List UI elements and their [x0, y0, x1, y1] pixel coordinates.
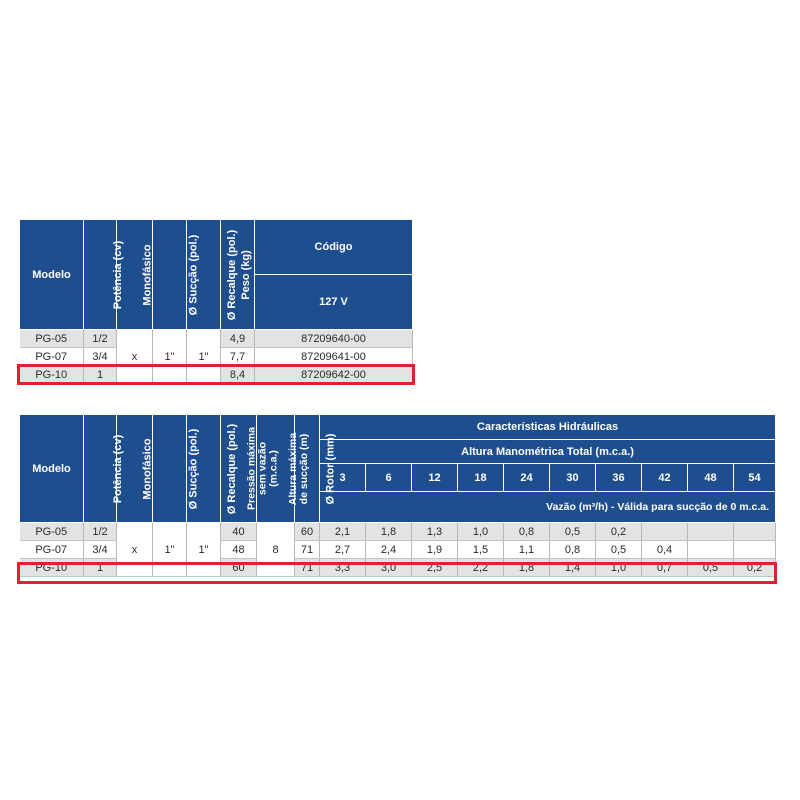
header-potencia: Potência (cv) — [84, 415, 117, 523]
cell-flow: 0,5 — [688, 559, 734, 577]
cell-flow: 0,5 — [550, 523, 596, 541]
cell-modelo: PG-05 — [20, 330, 84, 348]
cell-peso: 7,7 — [221, 348, 255, 366]
cell-flow: 2,5 — [412, 559, 458, 577]
cell-potencia: 3/4 — [84, 348, 117, 366]
cell-potencia: 1 — [84, 559, 117, 577]
header-monofasico: Monofásico — [117, 415, 153, 523]
cell-pressao: 60 — [221, 559, 257, 577]
cell-flow: 2,4 — [366, 541, 412, 559]
cell-flow — [642, 523, 688, 541]
cell-succao: 1" — [153, 523, 187, 577]
cell-flow: 3,3 — [320, 559, 366, 577]
cell-flow: 0,4 — [642, 541, 688, 559]
cell-codigo: 87209640-00 — [255, 330, 413, 348]
header-codigo: Código — [255, 220, 413, 275]
header-potencia: Potência (cv) — [84, 220, 117, 330]
cell-flow: 3,0 — [366, 559, 412, 577]
header-caracteristicas: Características Hidráulicas — [320, 415, 776, 440]
header-height-24: 24 — [504, 464, 550, 492]
cell-rotor: 60 — [295, 523, 320, 541]
cell-flow: 2,2 — [458, 559, 504, 577]
cell-flow: 0,5 — [596, 541, 642, 559]
header-monofasico: Monofásico — [117, 220, 153, 330]
cell-flow: 0,7 — [642, 559, 688, 577]
table-row — [20, 330, 413, 348]
cell-flow: 1,3 — [412, 523, 458, 541]
cell-recalque: 1" — [187, 330, 221, 384]
header-height-3: 3 — [320, 464, 366, 492]
cell-recalque: 1" — [187, 523, 221, 577]
header-altura-total: Altura Manométrica Total (m.c.a.) — [320, 440, 776, 464]
header-height-36: 36 — [596, 464, 642, 492]
header-height-54: 54 — [734, 464, 776, 492]
cell-codigo: 87209642-00 — [255, 366, 413, 384]
cell-flow — [734, 523, 776, 541]
cell-flow — [734, 541, 776, 559]
cell-flow: 0,8 — [550, 541, 596, 559]
header-succao: Ø Sucção (pol.) — [153, 415, 187, 523]
cell-rotor: 71 — [295, 559, 320, 577]
cell-codigo: 87209641-00 — [255, 348, 413, 366]
header-height-42: 42 — [642, 464, 688, 492]
header-height-12: 12 — [412, 464, 458, 492]
header-succao: Ø Sucção (pol.) — [153, 220, 187, 330]
cell-rotor: 71 — [295, 541, 320, 559]
cell-potencia: 1 — [84, 366, 117, 384]
cell-monofasico: x — [117, 523, 153, 577]
cell-peso: 8,4 — [221, 366, 255, 384]
cell-succao: 1" — [153, 330, 187, 384]
cell-potencia: 1/2 — [84, 330, 117, 348]
cell-flow: 1,0 — [458, 523, 504, 541]
cell-flow: 1,8 — [366, 523, 412, 541]
header-pressao: Pressão máxima sem vazão (m.c.a.) — [221, 415, 257, 523]
cell-flow — [688, 523, 734, 541]
header-modelo: Modelo — [20, 415, 84, 523]
cell-flow — [688, 541, 734, 559]
cell-potencia: 3/4 — [84, 541, 117, 559]
header-voltagem: 127 V — [255, 275, 413, 330]
cell-modelo: PG-10 — [20, 366, 84, 384]
cell-pressao: 40 — [221, 523, 257, 541]
header-altura-succao: Altura máxima de sucção (m) — [257, 415, 295, 523]
cell-flow: 0,8 — [504, 523, 550, 541]
cell-monofasico: x — [117, 330, 153, 384]
header-height-48: 48 — [688, 464, 734, 492]
cell-altura-succao: 8 — [257, 523, 295, 577]
cell-peso: 4,9 — [221, 330, 255, 348]
cell-flow: 2,1 — [320, 523, 366, 541]
cell-flow: 1,8 — [504, 559, 550, 577]
header-rotor: Ø Rotor (mm) — [295, 415, 320, 523]
cell-pressao: 48 — [221, 541, 257, 559]
header-recalque: Ø Recalque (pol.) — [187, 220, 221, 330]
header-height-18: 18 — [458, 464, 504, 492]
cell-flow: 1,0 — [596, 559, 642, 577]
header-height-30: 30 — [550, 464, 596, 492]
cell-flow: 2,7 — [320, 541, 366, 559]
cell-modelo: PG-07 — [20, 541, 84, 559]
header-modelo: Modelo — [20, 220, 84, 330]
product-table — [19, 219, 413, 384]
hydraulic-table — [19, 414, 776, 577]
cell-modelo: PG-10 — [20, 559, 84, 577]
cell-flow: 1,1 — [504, 541, 550, 559]
cell-flow: 1,5 — [458, 541, 504, 559]
header-peso: Peso (kg) — [221, 220, 255, 330]
cell-potencia: 1/2 — [84, 523, 117, 541]
cell-modelo: PG-05 — [20, 523, 84, 541]
header-recalque: Ø Recalque (pol.) — [187, 415, 221, 523]
cell-modelo: PG-07 — [20, 348, 84, 366]
cell-flow: 0,2 — [734, 559, 776, 577]
cell-flow: 1,4 — [550, 559, 596, 577]
header-vazao: Vazão (m³/h) - Válida para sucção de 0 m.c.a. — [320, 492, 776, 523]
cell-flow: 0,2 — [596, 523, 642, 541]
cell-flow: 1,9 — [412, 541, 458, 559]
table-row — [20, 523, 776, 541]
header-height-6: 6 — [366, 464, 412, 492]
